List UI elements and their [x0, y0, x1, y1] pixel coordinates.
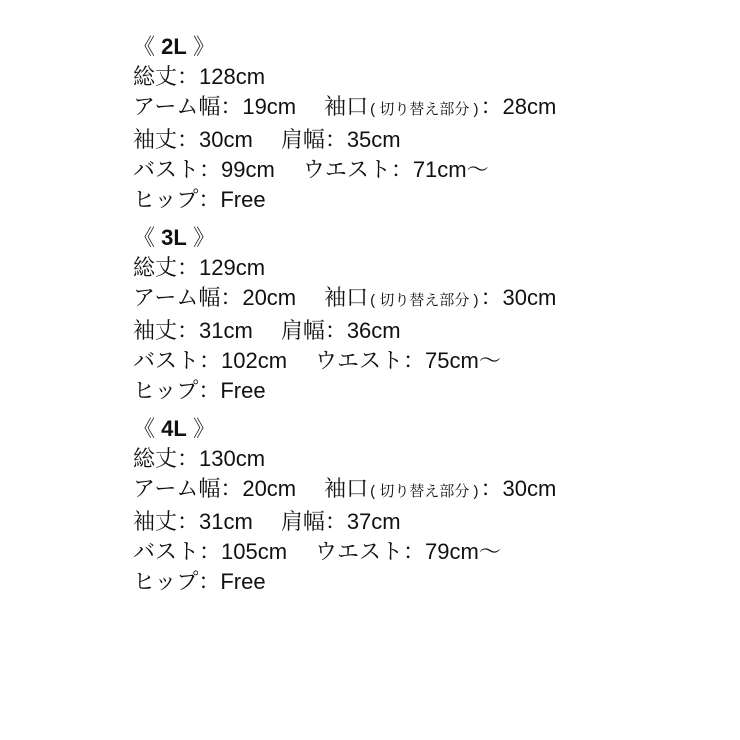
row-hip	[133, 185, 740, 215]
hip-text: ヒップ：Free	[133, 378, 266, 403]
total-length-text: 総丈：130cm	[133, 446, 266, 471]
cuff-group	[324, 285, 556, 310]
cuff-label: 袖口	[324, 285, 369, 310]
row-arm-cuff	[133, 92, 740, 125]
row-bust-waist	[133, 155, 740, 185]
waist-text: ウエスト：75cm〜	[315, 348, 501, 373]
bracket-open: 《	[133, 416, 156, 441]
size-label: 2L	[161, 34, 187, 59]
bracket-open: 《	[133, 34, 156, 59]
cuff-note: ( 切り替え部分 )	[370, 292, 479, 309]
row-sleeve-shoulder	[133, 507, 740, 537]
sleeve-length-text: 袖丈：31cm	[133, 318, 253, 343]
size-section-3l	[133, 223, 740, 406]
row-bust-waist	[133, 346, 740, 376]
bracket-close: 》	[192, 34, 215, 59]
total-length-text: 総丈：129cm	[133, 255, 266, 280]
waist-text: ウエスト：79cm〜	[315, 539, 501, 564]
row-arm-cuff	[133, 474, 740, 507]
size-heading	[133, 32, 740, 62]
cuff-label: 袖口	[324, 94, 369, 119]
size-heading	[133, 223, 740, 253]
shoulder-width-text: 肩幅：37cm	[280, 509, 401, 534]
row-arm-cuff	[133, 283, 740, 316]
bracket-close: 》	[192, 416, 215, 441]
size-heading	[133, 414, 740, 444]
arm-width-text: アーム幅：19cm	[133, 94, 297, 119]
cuff-value: ：30cm	[480, 285, 557, 310]
row-total-length	[133, 253, 740, 283]
cuff-group	[324, 94, 556, 119]
row-total-length	[133, 62, 740, 92]
bust-text: バスト：102cm	[133, 348, 288, 373]
size-section-2l	[133, 32, 740, 215]
arm-width-text: アーム幅：20cm	[133, 476, 297, 501]
bracket-open: 《	[133, 225, 156, 250]
cuff-value: ：30cm	[480, 476, 557, 501]
row-sleeve-shoulder	[133, 125, 740, 155]
hip-text: ヒップ：Free	[133, 569, 266, 594]
row-total-length	[133, 444, 740, 474]
shoulder-width-text: 肩幅：36cm	[280, 318, 401, 343]
arm-width-text: アーム幅：20cm	[133, 285, 297, 310]
bust-text: バスト：105cm	[133, 539, 288, 564]
hip-text: ヒップ：Free	[133, 187, 266, 212]
bust-text: バスト：99cm	[133, 157, 275, 182]
row-bust-waist	[133, 537, 740, 567]
size-label: 3L	[161, 225, 187, 250]
total-length-text: 総丈：128cm	[133, 64, 266, 89]
sleeve-length-text: 袖丈：30cm	[133, 127, 253, 152]
cuff-group	[324, 476, 556, 501]
size-section-4l	[133, 414, 740, 597]
waist-text: ウエスト：71cm〜	[302, 157, 489, 182]
sleeve-length-text: 袖丈：31cm	[133, 509, 253, 534]
row-sleeve-shoulder	[133, 316, 740, 346]
cuff-label: 袖口	[324, 476, 369, 501]
shoulder-width-text: 肩幅：35cm	[280, 127, 401, 152]
row-hip	[133, 376, 740, 406]
cuff-value: ：28cm	[480, 94, 557, 119]
bracket-close: 》	[192, 225, 215, 250]
cuff-note: ( 切り替え部分 )	[370, 101, 479, 118]
cuff-note: ( 切り替え部分 )	[370, 483, 479, 500]
size-label: 4L	[161, 416, 187, 441]
row-hip	[133, 567, 740, 597]
